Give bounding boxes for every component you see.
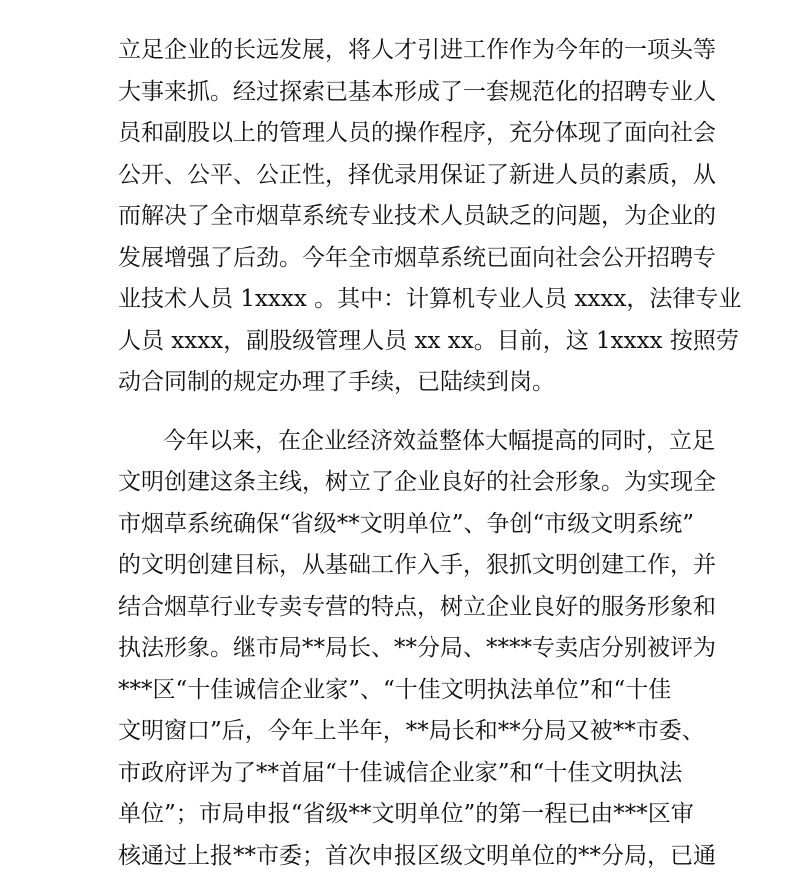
paragraph-2-line-10: 单位”；市局申报“省级**文明单位”的第一程已由***区审 — [118, 801, 694, 827]
paragraph-2-line-4: 的文明创建目标，从基础工作入手，狠抓文明创建工作，并 — [118, 552, 716, 578]
paragraph-1-line-9: 动合同制的规定办理了手续，已陆续到岗。 — [118, 369, 555, 395]
paragraph-1-line-2: 大事来抓。经过探索已基本形成了一套规范化的招聘专业人 — [118, 79, 716, 105]
paragraph-2-line-1: 今年以来，在企业经济效益整体大幅提高的同时，立足 — [163, 428, 715, 454]
paragraph-1-line-4: 公开、公平、公正性，择优录用保证了新进人员的素质，从 — [118, 162, 716, 188]
paragraph-2-line-7: ***区“十佳诚信企业家”、“十佳文明执法单位”和“十佳 — [118, 677, 672, 703]
paragraph-2-line-3: 市烟草系统确保“省级**文明单位”、争创“市级文明系统” — [118, 511, 695, 537]
paragraph-2-line-6: 执法形象。继市局**局长、**分局、****专卖店分别被评为 — [118, 635, 716, 661]
paragraph-1-line-6: 发展增强了后劲。今年全市烟草系统已面向社会公开招聘专 — [118, 245, 716, 271]
paragraph-2-line-8: 文明窗口”后，今年上半年，**局长和**分局又被**市委、 — [118, 718, 705, 744]
paragraph-2-line-5: 结合烟草行业专卖专营的特点，树立企业良好的服务形象和 — [118, 594, 716, 620]
paragraph-1-line-3: 员和副股以上的管理人员的操作程序，充分体现了面向社会 — [118, 120, 716, 146]
paragraph-1-line-7: 业技术人员 1xxxx 。其中：计算机专业人员 xxxx，法律专业 — [118, 286, 742, 312]
paragraph-2-line-2: 文明创建这条主线，树立了企业良好的社会形象。为实现全 — [118, 469, 716, 495]
paragraph-1-line-8: 人员 xxxx，副股级管理人员 xx xx。目前，这 1xxxx 按照劳 — [118, 328, 739, 354]
paragraph-1-line-5: 而解决了全市烟草系统专业技术人员缺乏的问题，为企业的 — [118, 203, 716, 229]
paragraph-1-line-1: 立足企业的长远发展，将人才引进工作作为今年的一项头等 — [118, 37, 716, 63]
paragraph-2-line-11: 核通过上报**市委；首次申报区级文明单位的**分局，已通 — [118, 843, 716, 869]
paragraph-2-line-9: 市政府评为了**首届“十佳诚信企业家”和“十佳文明执法 — [118, 760, 683, 786]
